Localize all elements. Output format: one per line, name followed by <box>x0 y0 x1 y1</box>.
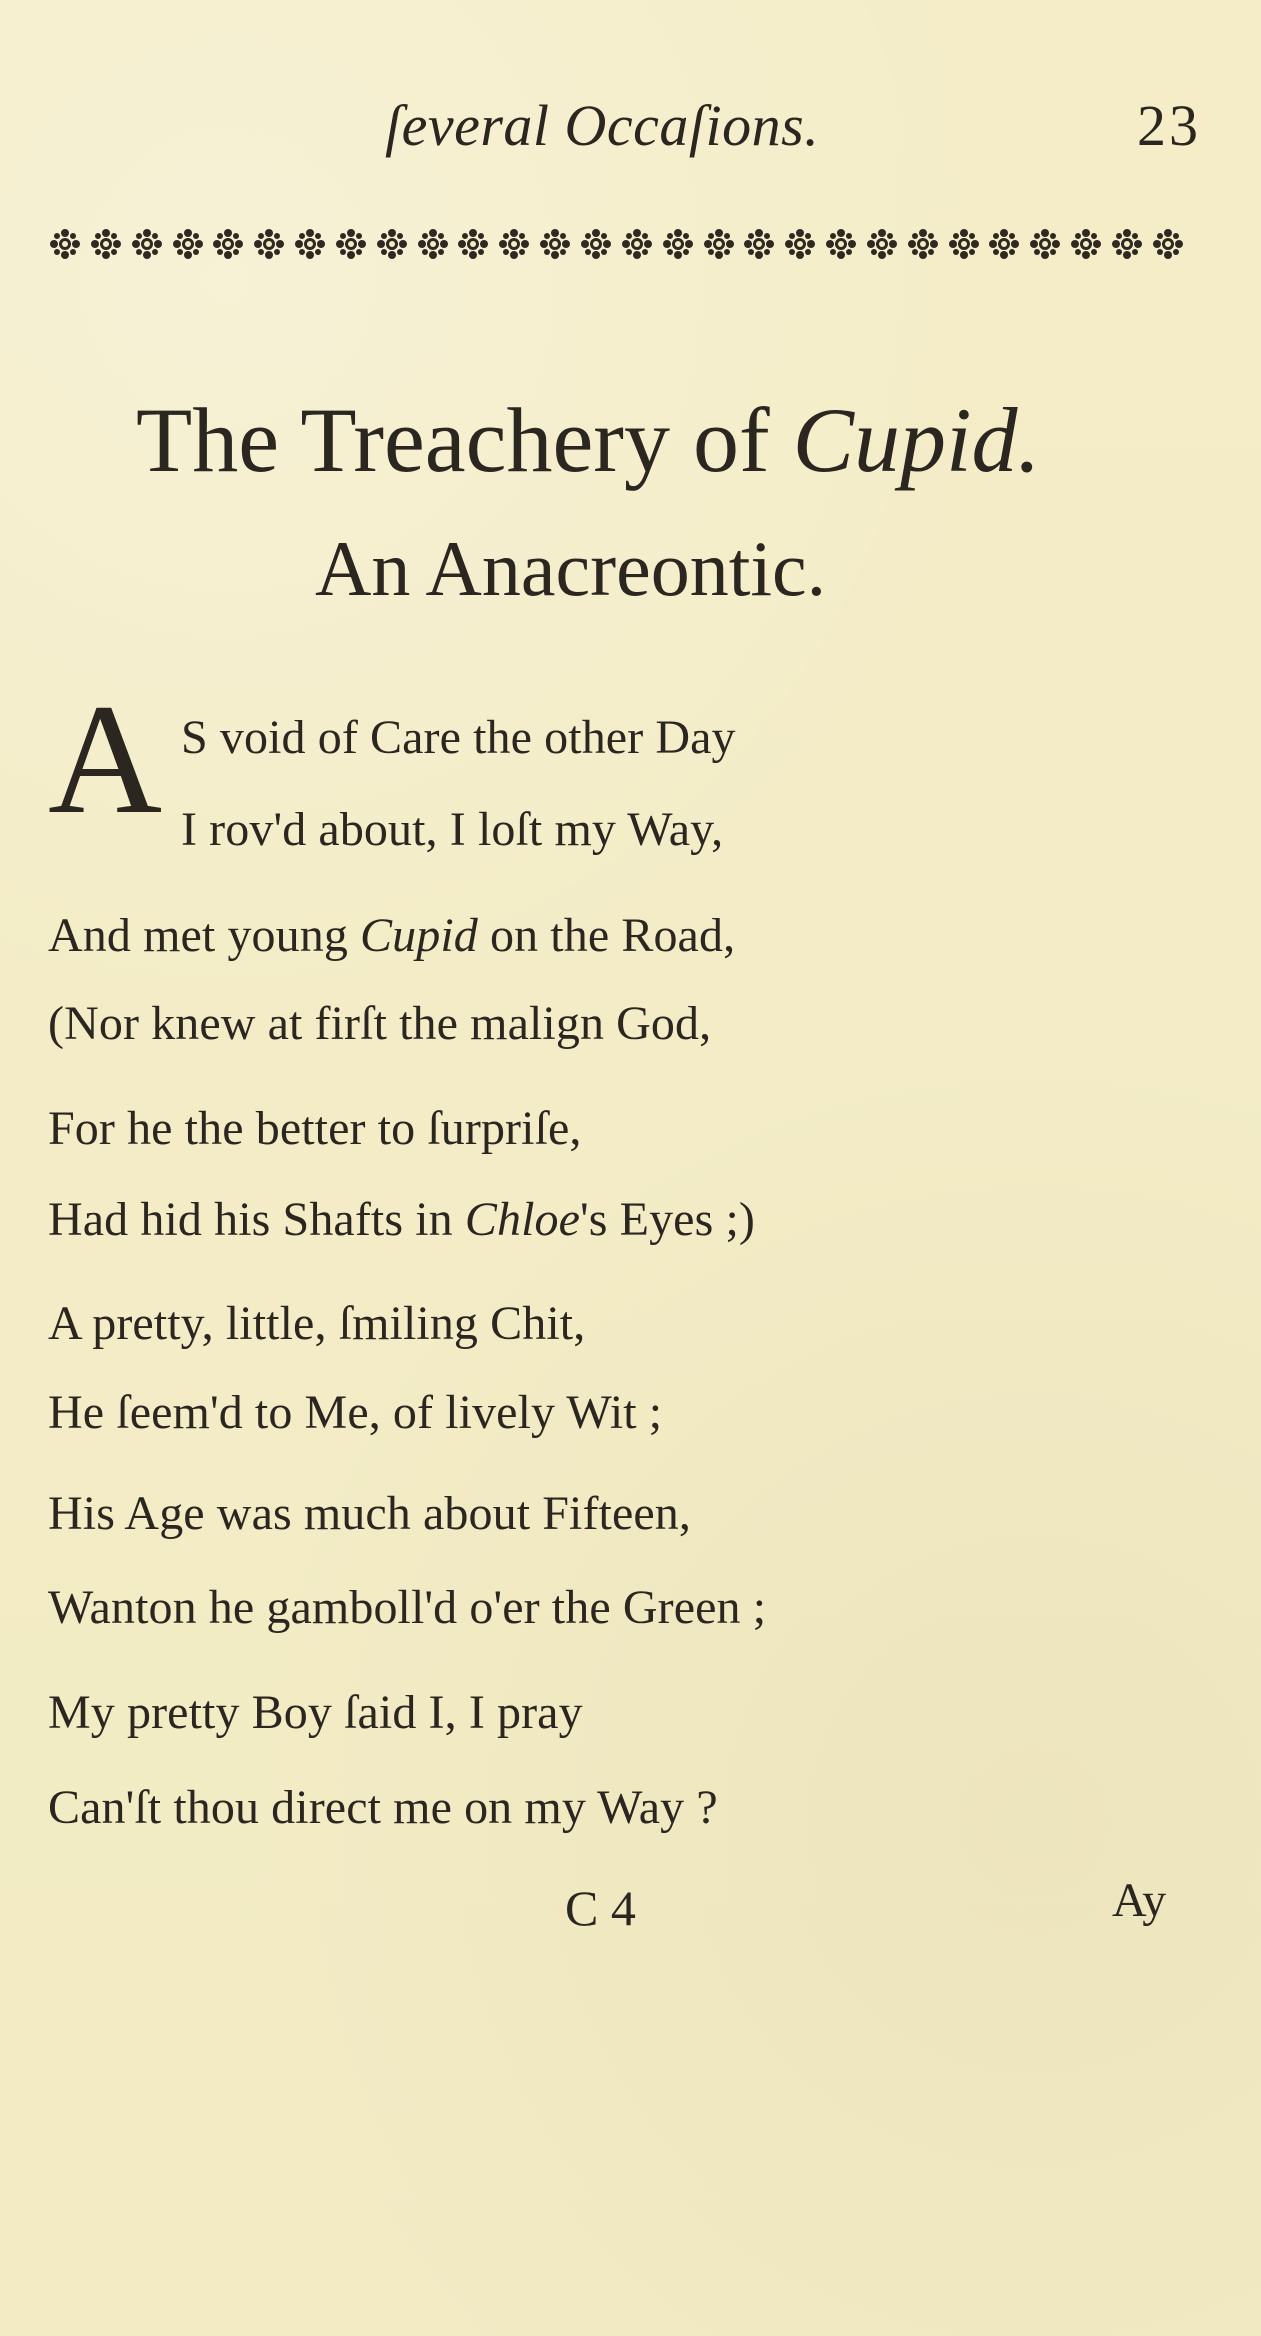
floral-ornament-icon <box>375 227 409 261</box>
floral-ornament-icon <box>906 227 940 261</box>
poem-line-6-end: 's Eyes ;) <box>580 1193 755 1246</box>
floral-ornament-icon <box>334 227 368 261</box>
floral-ornament-icon <box>783 227 817 261</box>
poem-line-5: For he the better to ſurpriſe, <box>48 1102 582 1155</box>
floral-ornament-icon <box>130 227 164 261</box>
poem-line-7: A pretty, little, ſmiling Chit, <box>48 1297 586 1350</box>
floral-ornament-icon <box>293 227 327 261</box>
poem-title-prefix: The Treachery of <box>136 389 793 491</box>
floral-ornament-icon <box>987 227 1021 261</box>
floral-ornament-icon <box>620 227 654 261</box>
floral-ornament-icon <box>538 227 572 261</box>
floral-ornament-icon <box>252 227 286 261</box>
floral-ornament-icon <box>1069 227 1103 261</box>
poem-line-3-end: on the Road, <box>477 909 736 962</box>
floral-ornament-icon <box>824 227 858 261</box>
running-head: ſeveral Occaſions. <box>385 93 820 158</box>
floral-ornament-icon <box>1151 227 1185 261</box>
floral-ornament-icon <box>211 227 245 261</box>
poem-line-10: Wanton he gamboll'd o'er the Green ; <box>48 1581 767 1634</box>
floral-ornament-icon <box>1028 227 1062 261</box>
poem-line-4: (Nor knew at firſt the malign God, <box>48 997 712 1050</box>
floral-ornament-icon <box>742 227 776 261</box>
floral-ornament-icon <box>661 227 695 261</box>
floral-ornament-icon <box>497 227 531 261</box>
poem-line-6-name: Chloe <box>464 1193 581 1246</box>
floral-ornament-icon <box>48 227 82 261</box>
poem-line-6-start: Had hid his Shafts in <box>48 1193 465 1246</box>
poem-subtitle: An Anacreontic. <box>315 525 827 612</box>
poem-line-9: His Age was much about Fifteen, <box>48 1487 691 1540</box>
floral-ornament-icon <box>89 227 123 261</box>
floral-ornament-icon <box>702 227 736 261</box>
floral-ornament-icon <box>947 227 981 261</box>
poem-line-6 <box>48 1193 755 1246</box>
poem-line-3 <box>48 909 736 962</box>
poem-line-2: I rov'd about, I loſt my Way, <box>181 803 724 856</box>
floral-ornament-icon <box>579 227 613 261</box>
catchword: Ay <box>1112 1874 1167 1927</box>
poem-line-12: Can'ſt thou direct me on my Way ? <box>48 1781 718 1834</box>
poem-line-1: S void of Care the other Day <box>181 711 736 764</box>
signature-mark: C 4 <box>565 1880 636 1936</box>
page-number: 23 <box>1137 93 1201 158</box>
floral-ornament-icon <box>865 227 899 261</box>
drop-cap: A <box>48 672 163 847</box>
poem-line-11: My pretty Boy ſaid I, I pray <box>48 1686 583 1739</box>
floral-ornament-icon <box>1110 227 1144 261</box>
poem-title <box>136 389 1041 491</box>
floral-ornament-icon <box>416 227 450 261</box>
poem-title-italic: Cupid. <box>792 389 1041 491</box>
floral-ornament-icon <box>171 227 205 261</box>
ornamental-border <box>48 226 1185 262</box>
poem-line-3-start: And met young <box>48 909 361 962</box>
poem-line-3-name: Cupid <box>360 909 478 962</box>
poem-line-8: He ſeem'd to Me, of lively Wit ; <box>48 1386 663 1439</box>
floral-ornament-icon <box>456 227 490 261</box>
